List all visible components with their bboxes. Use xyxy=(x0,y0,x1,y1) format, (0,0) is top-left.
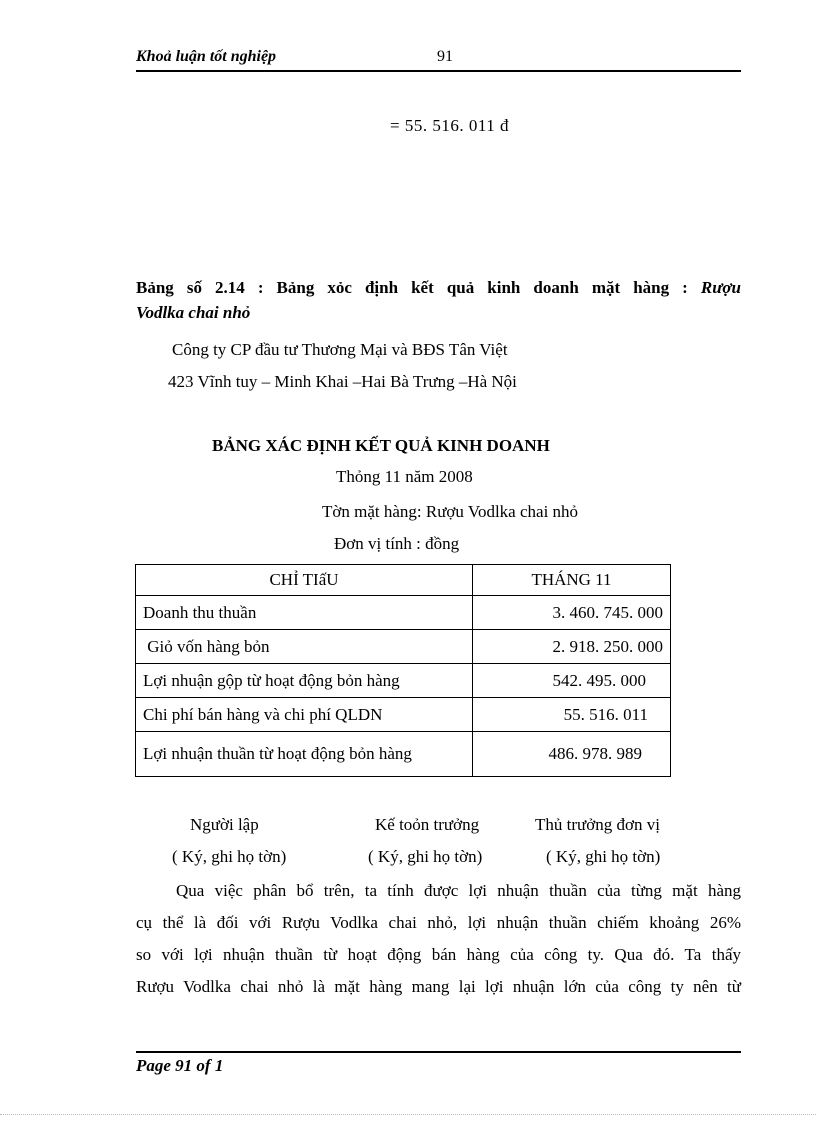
report-title: BẢNG XÁC ĐỊNH KẾT QUẢ KINH DOANH xyxy=(212,436,550,455)
body-paragraph xyxy=(136,875,741,1003)
row-label: Doanh thu thuần xyxy=(136,596,473,630)
report-period: Thỏng 11 năm 2008 xyxy=(336,467,473,486)
formula-result: = 55. 516. 011 đ xyxy=(390,116,509,135)
signature-role-preparer: Người lập xyxy=(190,815,259,834)
signature-note-director: ( Ký, ghi họ tờn) xyxy=(546,847,661,866)
results-table xyxy=(135,564,671,777)
signature-note-chief-accountant: ( Ký, ghi họ tờn) xyxy=(368,847,483,866)
report-item: Tờn mặt hàng: Rượu Vodlka chai nhỏ xyxy=(322,502,579,521)
header-divider xyxy=(136,70,741,72)
table-caption xyxy=(136,272,741,303)
caption-second-line: Vodlka chai nhỏ xyxy=(136,303,251,322)
signature-role-chief-accountant: Kế toỏn trưởng xyxy=(375,815,480,834)
row-value: 55. 516. 011 xyxy=(473,698,671,732)
signature-note-preparer: ( Ký, ghi họ tờn) xyxy=(172,847,287,866)
table-row xyxy=(136,732,671,777)
paragraph-line: Rượu Vodlka chai nhỏ là mặt hàng mang lại lợi nhuận lớn của công ty nên từ xyxy=(136,977,741,996)
row-value: 542. 495. 000 xyxy=(473,664,671,698)
report-unit: Đơn vị tính : đồng xyxy=(334,534,460,553)
table-row xyxy=(136,664,671,698)
table-header-row xyxy=(136,565,671,596)
header-page-number: 91 xyxy=(437,48,453,65)
column-header: CHỈ TIấU xyxy=(136,565,473,596)
table-row xyxy=(136,630,671,664)
company-address: 423 Vĩnh tuy – Minh Khai –Hai Bà Trưng –Hà Nội xyxy=(168,372,517,391)
signature-role-director: Thủ trưởng đơn vị xyxy=(535,815,660,834)
row-value: 486. 978. 989 xyxy=(473,732,671,777)
footer-page-label: Page 91 of 1 xyxy=(136,1056,224,1075)
table-row xyxy=(136,698,671,732)
row-label: Giỏ vốn hàng bỏn xyxy=(136,630,473,664)
paragraph-line: Qua việc phân bổ trên, ta tính được lợi nhuận thuần của từng mặt hàng xyxy=(176,881,741,900)
table-row xyxy=(136,596,671,630)
caption-italic-text: Rượu xyxy=(700,278,741,297)
header-title: Khoả luận tốt nghiệp xyxy=(136,48,277,65)
paragraph-line: cụ thể là đối với Rượu Vodlka chai nhỏ, lợi nhuận thuần chiếm khoảng 26% xyxy=(136,913,741,932)
row-value: 2. 918. 250. 000 xyxy=(473,630,671,664)
row-label: Chi phí bán hàng và chi phí QLDN xyxy=(136,698,473,732)
footer-divider xyxy=(136,1051,741,1053)
row-value: 3. 460. 745. 000 xyxy=(473,596,671,630)
column-header: THÁNG 11 xyxy=(473,565,671,596)
row-label: Lợi nhuận gộp từ hoạt động bỏn hàng xyxy=(136,664,473,698)
caption-bold-text: Bảng số 2.14 : Bảng xỏc định kết quả kinh doanh mặt hàng : xyxy=(136,278,688,297)
page-edge xyxy=(0,1114,816,1115)
company-name: Công ty CP đầu tư Thương Mại và BĐS Tân Việt xyxy=(172,340,508,359)
row-label: Lợi nhuận thuần từ hoạt động bỏn hàng xyxy=(136,732,473,777)
paragraph-line: so với lợi nhuận thuần từ hoạt động bán hàng của công ty. Qua đó. Ta thấy xyxy=(136,945,741,964)
